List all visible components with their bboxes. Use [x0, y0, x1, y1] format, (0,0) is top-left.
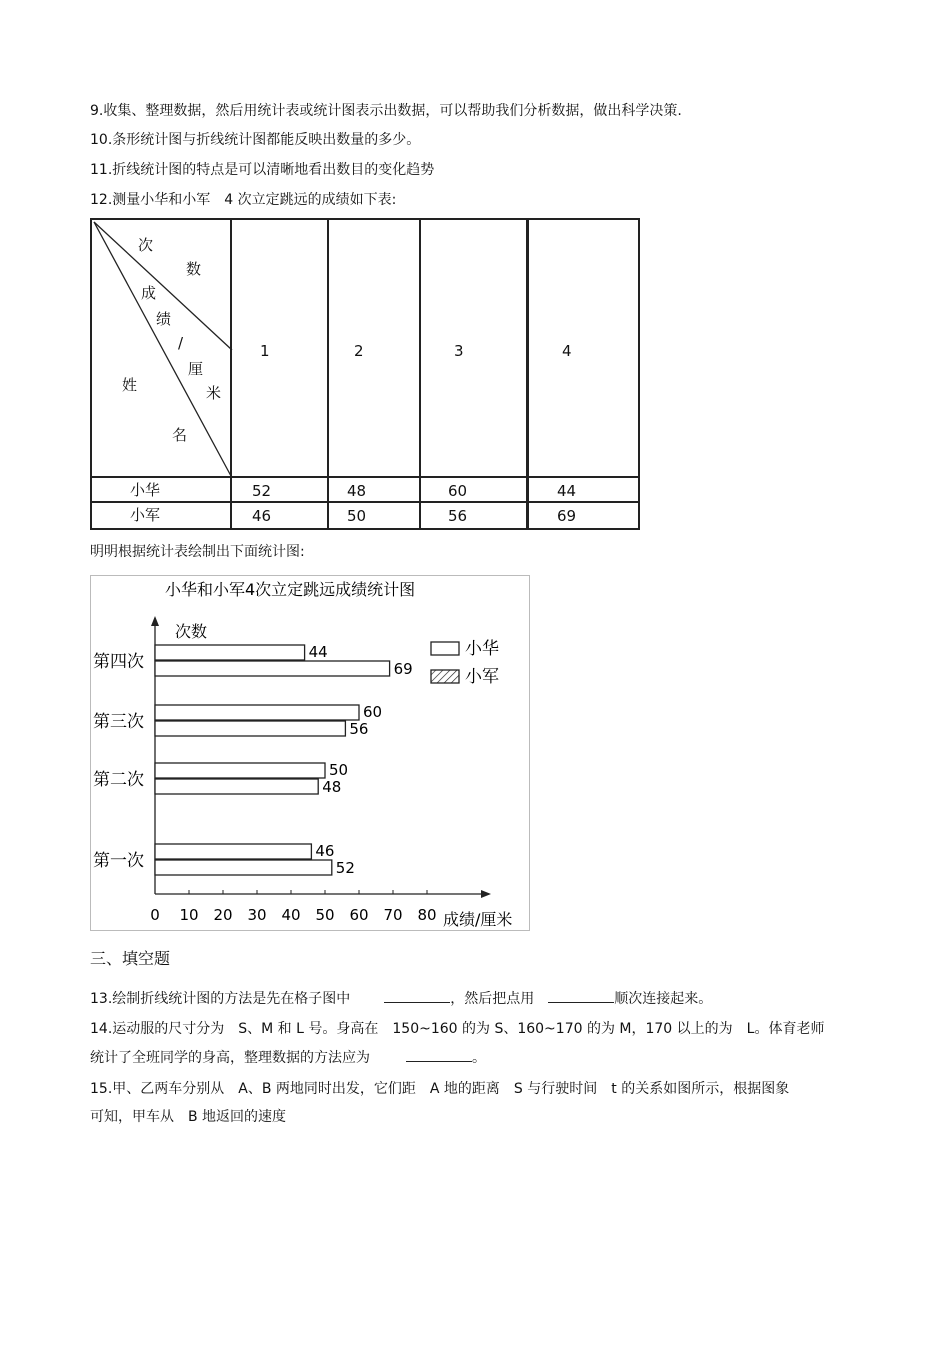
table-cell: 60 — [448, 482, 468, 500]
bar-chart — [90, 575, 530, 931]
legend-label: 小军 — [465, 667, 499, 687]
question-9: 9.收集、整理数据，然后用统计表或统计图表示出数据，可以帮助我们分析数据，做出科学决策. — [90, 103, 682, 119]
question-14-line1: 14.运动服的尺寸分为 S、M 和 L 号。身高在 150~160 的为 S、160~170 的为 M，170 以上的为 L。体育老师 — [90, 1021, 825, 1037]
category-label: 第一次 — [93, 851, 144, 871]
bar — [155, 645, 305, 660]
bar — [155, 860, 332, 875]
chart-title: 小华和小军4次立定跳远成绩统计图 — [165, 580, 416, 599]
data-label: 52 — [335, 859, 355, 877]
question-14-line2: 统计了全班同学的身高，整理数据的方法应为 。 — [90, 1047, 486, 1067]
data-label: 56 — [349, 720, 369, 738]
y-axis-label: 次数 — [175, 622, 208, 641]
diag-label: 成 — [141, 284, 157, 302]
x-tick-label: 0 — [150, 906, 160, 924]
category-label: 第二次 — [93, 770, 144, 790]
row-name: 小军 — [130, 506, 161, 524]
column-header: 4 — [562, 342, 572, 360]
bar — [155, 763, 325, 778]
data-label: 50 — [329, 761, 349, 779]
data-label: 60 — [363, 703, 383, 721]
x-tick-label: 10 — [179, 906, 199, 924]
column-header: 1 — [260, 342, 270, 360]
question-10: 10.条形统计图与折线统计图都能反映出数量的多少。 — [90, 132, 421, 148]
diag-label: 绩 — [156, 310, 172, 328]
answer-blank[interactable] — [548, 988, 614, 1003]
category-label: 第四次 — [93, 652, 144, 672]
data-label: 46 — [315, 842, 335, 860]
question-15-line1: 15.甲、乙两车分别从 A、B 两地同时出发，它们距 A 地的距离 S 与行驶时间 t 的关系如图所示，根据图象 — [90, 1081, 790, 1097]
chart-svg — [91, 576, 529, 930]
bar — [155, 721, 345, 736]
diag-label: 名 — [172, 426, 188, 444]
section-title: 三、填空题 — [90, 949, 171, 968]
chart-intro: 明明根据统计表绘制出下面统计图: — [90, 544, 305, 560]
score-table — [90, 218, 640, 530]
legend-swatch-hatched — [431, 670, 459, 683]
category-label: 第三次 — [93, 712, 144, 732]
diag-label: / — [178, 334, 184, 352]
table-cell: 52 — [252, 482, 272, 500]
table-cell: 50 — [347, 507, 367, 525]
diag-label: 数 — [186, 260, 202, 278]
diag-label: 次 — [138, 236, 154, 254]
bar — [155, 779, 318, 794]
question-11: 11.折线统计图的特点是可以清晰地看出数目的变化趋势 — [90, 162, 435, 178]
x-tick-label: 60 — [349, 906, 369, 924]
table-cell: 69 — [557, 507, 577, 525]
question-13: 13.绘制折线统计图的方法是先在格子图中 ，然后把点用 顺次连接起来。 — [90, 988, 712, 1008]
table-cell: 56 — [448, 507, 468, 525]
x-tick-label: 80 — [417, 906, 437, 924]
data-label: 48 — [322, 778, 342, 796]
row-name: 小华 — [130, 481, 161, 499]
x-tick-label: 50 — [315, 906, 335, 924]
data-label: 69 — [393, 660, 413, 678]
x-tick-label: 30 — [247, 906, 267, 924]
bar — [155, 661, 390, 676]
table-cell: 44 — [557, 482, 577, 500]
diag-label: 米 — [206, 384, 222, 402]
diag-label: 厘 — [188, 360, 204, 378]
question-12: 12.测量小华和小军 4 次立定跳远的成绩如下表: — [90, 192, 397, 208]
column-header: 2 — [354, 342, 364, 360]
table-cell: 46 — [252, 507, 272, 525]
y-axis-arrow — [151, 616, 159, 626]
legend-swatch-plain — [431, 642, 459, 655]
table-cell: 48 — [347, 482, 367, 500]
answer-blank[interactable] — [406, 1047, 472, 1062]
column-header: 3 — [454, 342, 464, 360]
question-15-line2: 可知，甲车从 B 地返回的速度 — [90, 1109, 287, 1125]
legend-label: 小华 — [465, 639, 499, 659]
x-axis-arrow — [481, 890, 491, 898]
x-tick-label: 40 — [281, 906, 301, 924]
data-label: 44 — [308, 643, 328, 661]
x-tick-label: 70 — [383, 906, 403, 924]
bar — [155, 844, 311, 859]
diag-label: 姓 — [122, 376, 138, 394]
x-tick-label: 20 — [213, 906, 233, 924]
answer-blank[interactable] — [384, 988, 450, 1003]
x-axis-label: 成绩/厘米 — [443, 910, 513, 929]
bar — [155, 705, 359, 720]
